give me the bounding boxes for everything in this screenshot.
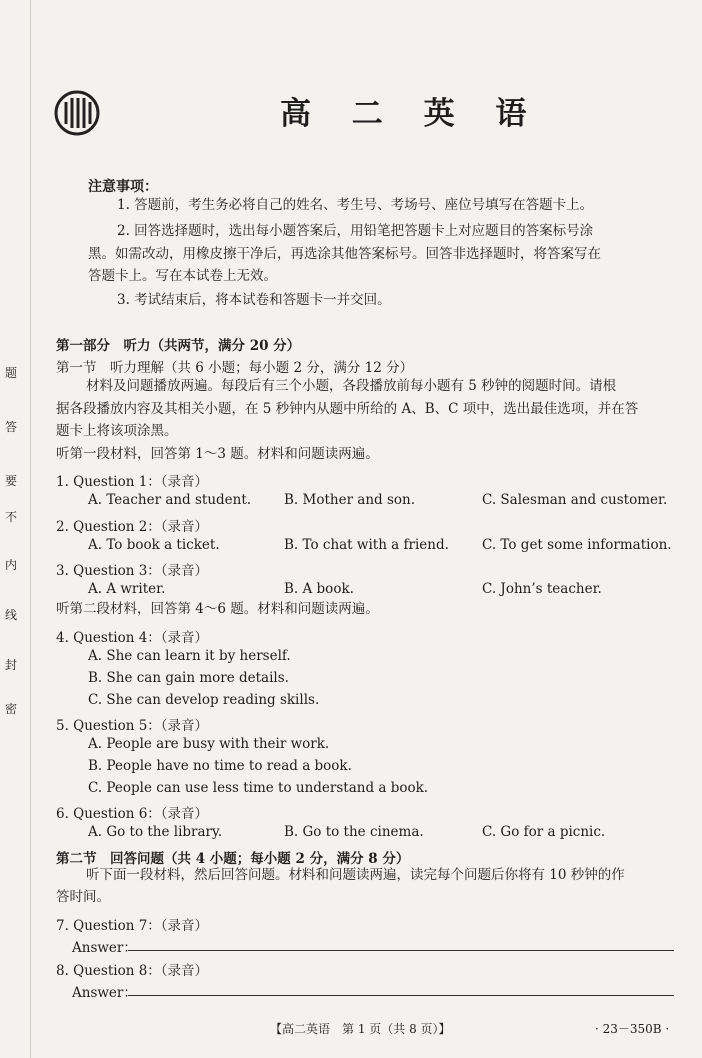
- option-5b: B. People have no time to read a book.: [88, 758, 352, 774]
- option-5c: C. People can use less time to understand a book.: [88, 780, 429, 796]
- notice-line: 答题卡上。写在本试卷上无效。: [88, 268, 277, 284]
- part1-heading: 第一部分 听力（共两节，满分 20 分）: [56, 338, 301, 354]
- option-5a: A. People are busy with their work.: [88, 736, 330, 752]
- page-title: 高 二 英 语: [280, 96, 542, 132]
- option-6b: B. Go to the cinema.: [284, 824, 424, 840]
- option-2a: A. To book a ticket.: [88, 537, 220, 553]
- notice-line: 黑。如需改动，用橡皮擦干净后，再选涂其他答案标号。回答非选择题时，将答案写在: [88, 246, 601, 262]
- margin-line: [30, 0, 31, 1058]
- question-1: 1. Question 1：（录音）: [56, 474, 209, 490]
- notice-line: 3. 考试结束后，将本试卷和答题卡一并交回。: [117, 292, 391, 308]
- section1-heading: 第一节 听力理解（共 6 小题；每小题 2 分，满分 12 分）: [56, 360, 414, 376]
- answer-line-8[interactable]: [128, 995, 674, 996]
- paper-code: · 23－350B ·: [595, 1022, 670, 1036]
- question-7: 7. Question 7：（录音）: [56, 918, 209, 934]
- answer-line-7[interactable]: [128, 950, 674, 951]
- page-footer: 【高二英语 第 1 页（共 8 页）】: [270, 1022, 451, 1036]
- section1-instruction: 据各段播放内容及其相关小题，在 5 秒钟内从题中所给的 A、B、C 项中，选出最佳选项，并在答: [56, 401, 639, 417]
- section2-instruction: 答时间。: [56, 889, 110, 905]
- option-2c: C. To get some information.: [482, 537, 672, 553]
- option-1a: A. Teacher and student.: [88, 492, 252, 508]
- section1-instruction: 材料及问题播放两遍。每段后有三个小题，各段播放前每小题有 5 秒钟的阅题时间。请根: [86, 378, 617, 394]
- option-6a: A. Go to the library.: [88, 824, 223, 840]
- side-char: 要: [4, 474, 17, 488]
- answer-label-7: Answer：: [72, 940, 137, 956]
- section1-instruction: 题卡上将该项涂黑。: [56, 423, 178, 439]
- side-char: 封: [4, 658, 17, 672]
- side-char: 不: [4, 510, 17, 524]
- option-3a: A. A writer.: [88, 581, 166, 597]
- notice-line: 2. 回答选择题时，选出每小题答案后，用铅笔把答题卡上对应题目的答案标号涂: [117, 223, 594, 239]
- question-2: 2. Question 2：（录音）: [56, 519, 209, 535]
- option-4c: C. She can develop reading skills.: [88, 692, 320, 708]
- answer-label-8: Answer：: [72, 985, 137, 1001]
- section2-instruction: 听下面一段材料，然后回答问题。材料和问题读两遍，读完每个问题后你将有 10 秒钟的作: [86, 867, 625, 883]
- side-char: 线: [4, 608, 17, 622]
- option-6c: C. Go for a picnic.: [482, 824, 606, 840]
- option-4b: B. She can gain more details.: [88, 670, 289, 686]
- material-instruction: 听第一段材料，回答第 1～3 题。材料和问题读两遍。: [56, 446, 379, 462]
- notice-line: 1. 答题前，考生务必将自己的姓名、考生号、考场号、座位号填写在答题卡上。: [117, 197, 594, 213]
- side-char: 题: [4, 366, 17, 380]
- publisher-logo-icon: [54, 90, 100, 136]
- question-3: 3. Question 3：（录音）: [56, 563, 209, 579]
- option-1b: B. Mother and son.: [284, 492, 416, 508]
- option-3b: B. A book.: [284, 581, 354, 597]
- option-4a: A. She can learn it by herself.: [88, 648, 291, 664]
- side-char: 答: [4, 420, 17, 434]
- material-instruction: 听第二段材料，回答第 4～6 题。材料和问题读两遍。: [56, 601, 379, 617]
- question-6: 6. Question 6：（录音）: [56, 806, 209, 822]
- side-char: 密: [4, 702, 17, 716]
- option-3c: C. John’s teacher.: [482, 581, 602, 597]
- option-1c: C. Salesman and customer.: [482, 492, 668, 508]
- notice-heading: 注意事项：: [88, 179, 158, 195]
- question-4: 4. Question 4：（录音）: [56, 630, 209, 646]
- question-5: 5. Question 5：（录音）: [56, 718, 209, 734]
- option-2b: B. To chat with a friend.: [284, 537, 449, 553]
- question-8: 8. Question 8：（录音）: [56, 963, 209, 979]
- side-char: 内: [4, 558, 17, 572]
- section2-heading: 第二节 回答问题（共 4 小题；每小题 2 分，满分 8 分）: [56, 851, 410, 867]
